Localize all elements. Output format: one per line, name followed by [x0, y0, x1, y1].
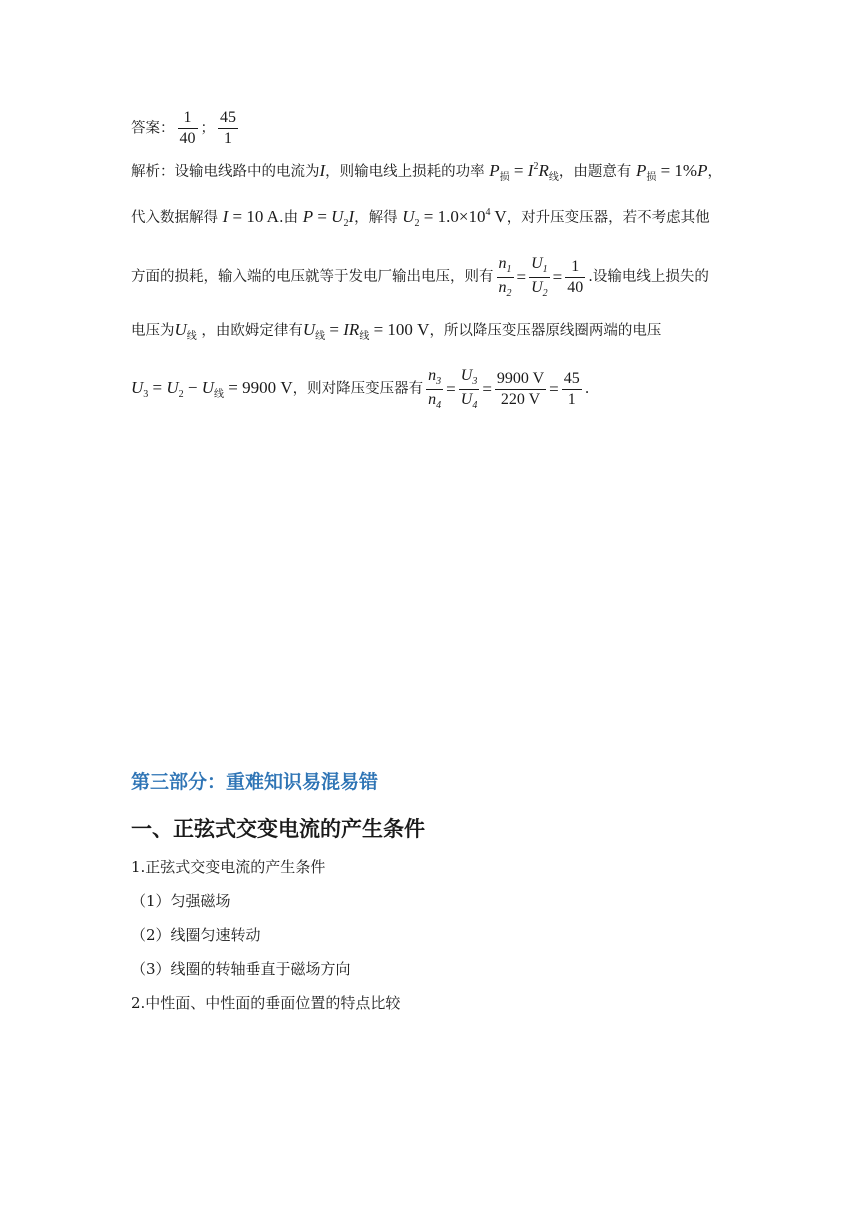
formula-loss-ratio: $P_损 = 1\%P$ [635, 161, 708, 183]
analysis-line-1: 解析：设输电线路中的电流为I，则输电线上损耗的功率 $P_损 = I^2R_线$，由题意有 $P_损 = 1\%P$， [131, 161, 722, 183]
fraction-u3-u4: $\frac{U_3}{U_4}$ [460, 367, 478, 411]
formula-current: I = 10 A [222, 207, 279, 226]
analysis-line-5: $U_3 = U_2 - U_线 = 9900$ V，则对降压变压器有 $\frac{n_3}{n_4}$ = $\frac{U_3}{U_4}$ = $\frac{9900 V}{220 V}$ = $\frac{45}{1}$ . [131, 367, 590, 411]
fraction-1-40: $\frac{1}{40}$ [567, 257, 584, 296]
answer-line: 答案： $\frac{1}{40}$ ； $\frac{45}{1}$ [131, 109, 236, 147]
answer-fraction-2: $\frac{45}{1}$ [220, 109, 236, 147]
list-item: （3）线圈的转轴垂直于磁场方向 [131, 960, 351, 978]
analysis-line-4: 电压为$U_线$ ，由欧姆定律有$U_线 = IR_线 = 100$ V，所以降压变压器原线圈两端的电压 [131, 320, 662, 342]
analysis-line-2: 代入数据解得 I = 10 A.由 $P = U_2I$，解得 $U_2 = 1.0\times 10^4$ V，对升压变压器，若不考虑其他 [131, 207, 710, 229]
formula-ohm: $U_线 = IR_线 = 100$ V [302, 320, 430, 342]
fraction-9900-220: $\frac{9900 V}{220 V}$ [496, 369, 545, 408]
section-heading: 第三部分：重难知识易混易错 [131, 771, 379, 793]
formula-power: $P = U_2I$ [302, 207, 355, 229]
subsection-heading: 一、正弦式交变电流的产生条件 [131, 817, 425, 841]
formula-u3: $U_3 = U_2 - U_线 = 9900$ V [131, 377, 293, 400]
fraction-n1-n2: $\frac{n_1}{n_2}$ [498, 255, 512, 299]
list-item: （1）匀强磁场 [131, 892, 231, 910]
formula-power-loss: $P_损 = I^2R_线$ [489, 161, 559, 183]
answer-fraction-1: $\frac{1}{40}$ [179, 109, 196, 147]
formula-u-line: $U_线$ [174, 320, 197, 342]
analysis-line-3: 方面的损耗，输入端的电压就等于发电厂输出电压，则有 $\frac{n_1}{n_2}$ = $\frac{U_1}{U_2}$ = $\frac{1}{40}$ .设输电线上损失的 [131, 255, 709, 299]
fraction-u1-u2: $\frac{U_1}{U_2}$ [531, 255, 548, 299]
answer-label: 答案： [131, 120, 175, 137]
fraction-n3-n4: $\frac{n_3}{n_4}$ [428, 367, 442, 411]
fraction-45-1: $\frac{45}{1}$ [563, 369, 580, 408]
list-item: 1.正弦式交变电流的产生条件 [131, 858, 326, 876]
formula-u2: $U_2 = 1.0\times 10^4$ V [402, 207, 507, 229]
list-item: 2.中性面、中性面的垂面位置的特点比较 [131, 994, 401, 1012]
list-item: （2）线圈匀速转动 [131, 926, 261, 944]
